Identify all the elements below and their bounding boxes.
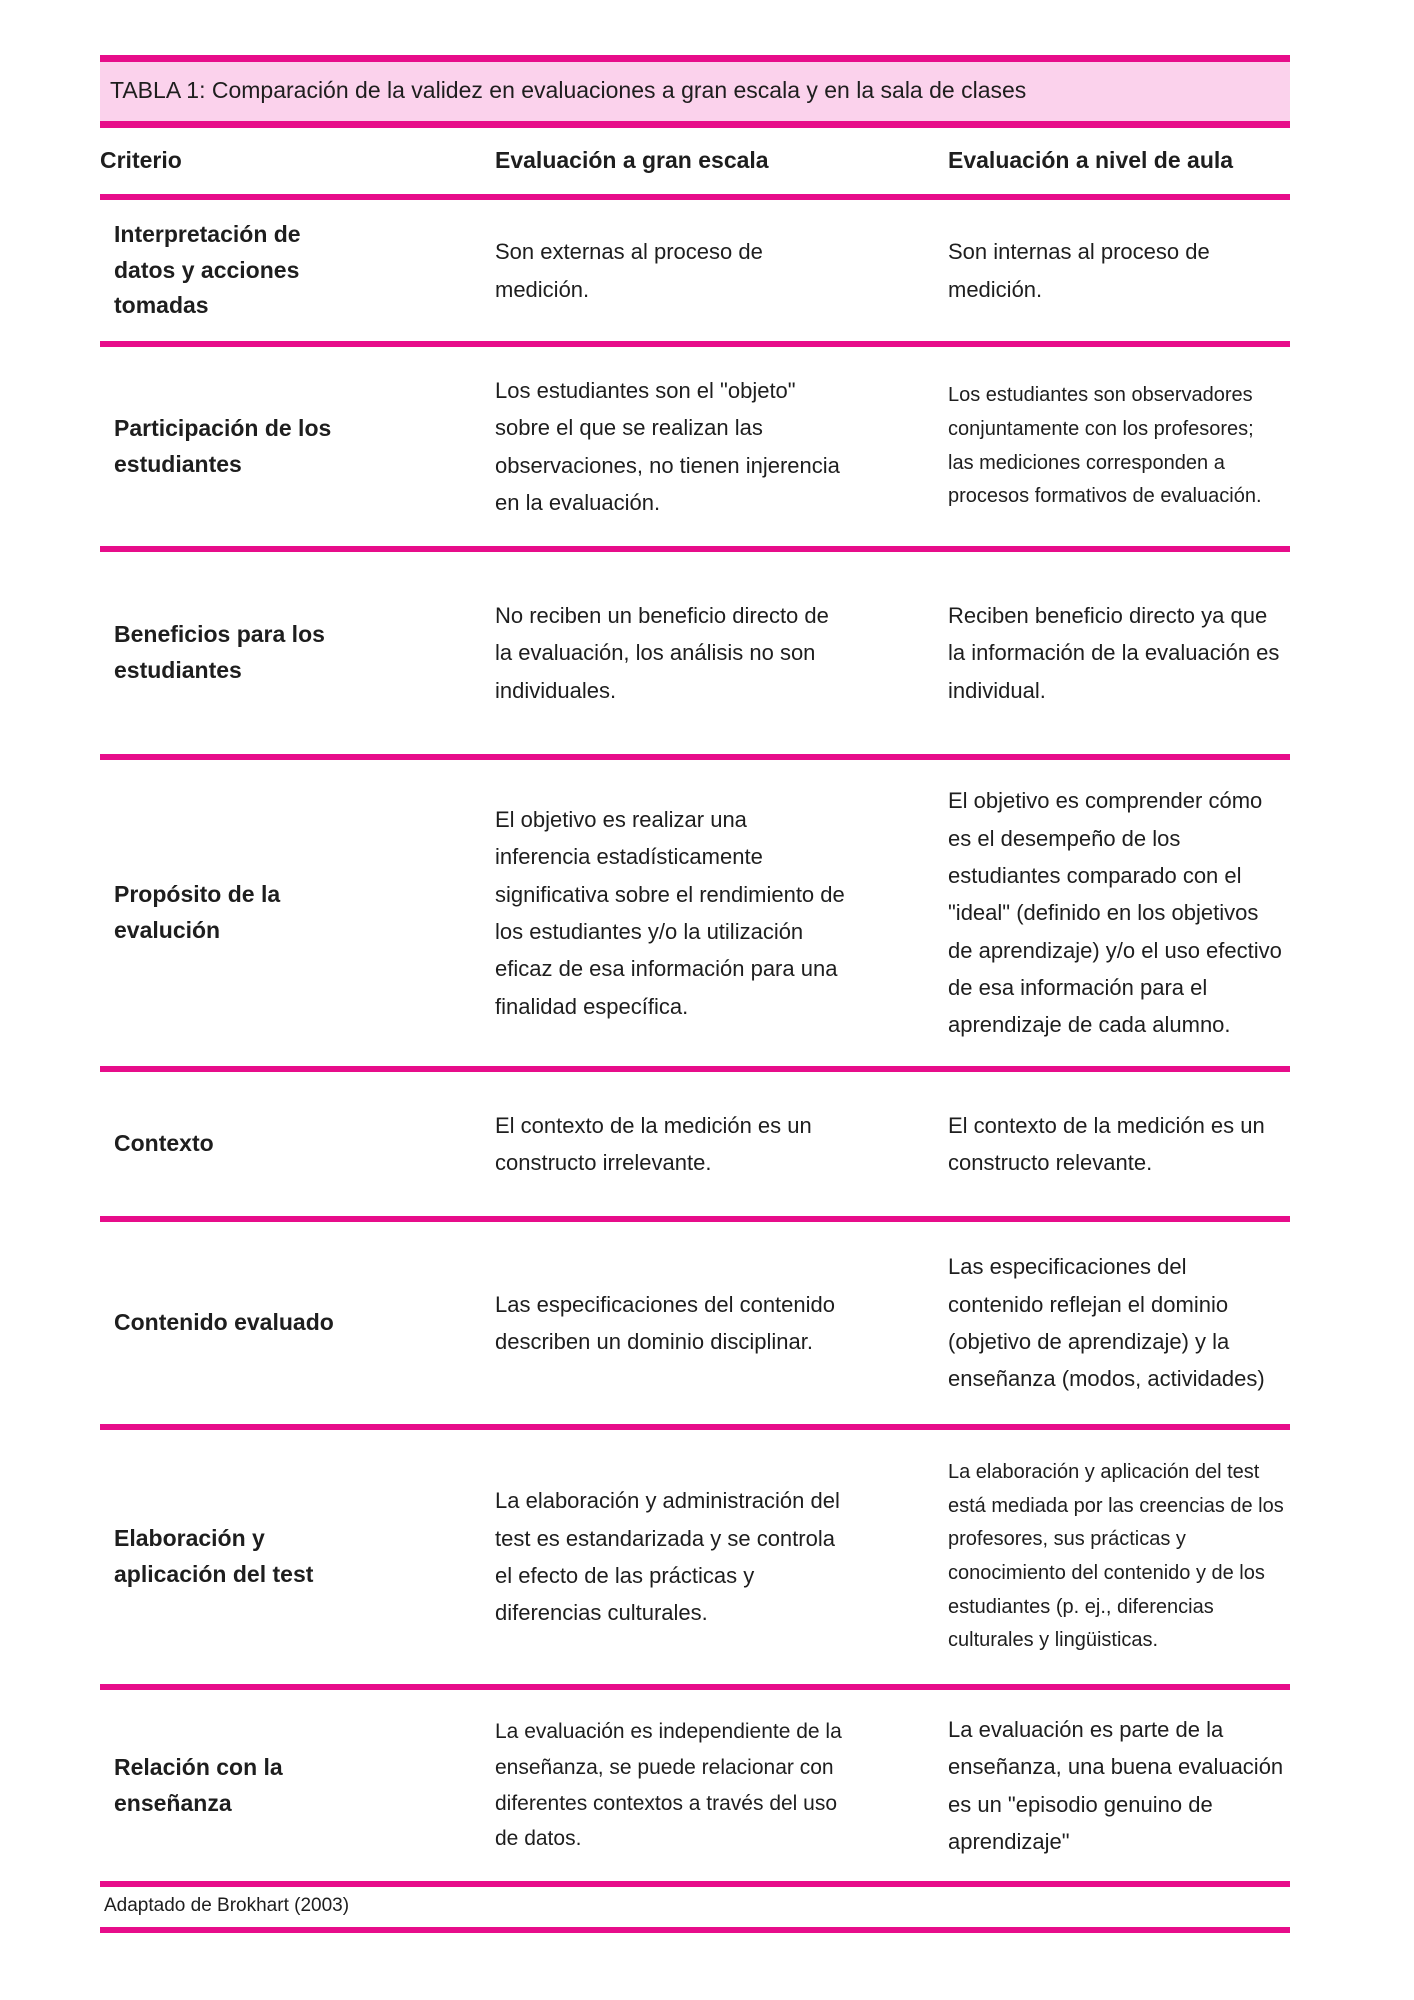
- criterion-cell: [100, 1116, 495, 1172]
- large-scale-cell: [495, 1276, 948, 1371]
- classroom-text: Son internas al proceso de medición.: [948, 239, 1210, 302]
- table-row-relacion: [100, 1690, 1290, 1887]
- table-row-contenido: [100, 1222, 1290, 1430]
- source-note: Adaptado de Brokhart (2003): [104, 1895, 350, 1916]
- large-scale-cell: [495, 223, 948, 318]
- column-header-criterio: [100, 137, 495, 185]
- large-scale-text: El contexto de la medición es un constructo irrelevante.: [495, 1112, 812, 1175]
- criterion-cell: [100, 867, 495, 958]
- large-scale-cell: [495, 362, 948, 532]
- classroom-cell: [948, 1701, 1290, 1871]
- classroom-text: Las especificaciones del contenido reflejan el dominio (objetivo de aprendizaje) y la enseñanza (modos, actividades): [948, 1254, 1265, 1392]
- table-header-row: [100, 128, 1290, 200]
- criterion-cell: [100, 401, 495, 492]
- criterion-cell: [100, 207, 495, 334]
- classroom-text: La elaboración y aplicación del test está mediada por las creencias de los profesores, sus prácticas y conocimiento del contenido y de los estudiantes (p. ej., diferencias culturales y lingüisticas.: [948, 1461, 1284, 1652]
- column-header-gran-escala-label: Evaluación a gran escala: [495, 147, 769, 174]
- criterion-label: Contenido evaluado: [114, 1309, 334, 1336]
- classroom-cell: [948, 1097, 1290, 1192]
- classroom-cell: [948, 772, 1290, 1054]
- classroom-text: La evaluación es parte de la enseñanza, una buena evaluación es un "episodio genuino de aprendizaje": [948, 1716, 1284, 1854]
- large-scale-cell: [495, 791, 948, 1035]
- large-scale-text: Las especificaciones del contenido describen un dominio disciplinar.: [495, 1291, 836, 1354]
- table-title: TABLA 1: Comparación de la validez en evaluaciones a gran escala y en la sala de clases: [110, 77, 1027, 103]
- large-scale-cell: [495, 1472, 948, 1642]
- table-row-interpretacion: [100, 200, 1290, 347]
- criterion-label: Elaboración y aplicación del test: [114, 1525, 314, 1587]
- classroom-text: Los estudiantes son observadores conjuntamente con los profesores; las mediciones corresponden a procesos formativos de evaluación.: [948, 384, 1262, 508]
- classroom-cell: [948, 369, 1290, 523]
- large-scale-cell: [495, 1097, 948, 1192]
- classroom-text: El contexto de la medición es un constructo relevante.: [948, 1112, 1265, 1175]
- large-scale-text: El objetivo es realizar una inferencia estadísticamente significativa sobre el rendimiento de los estudiantes y/o la utilización eficaz de esa información para una finalidad específica.: [495, 806, 845, 1019]
- table-title-bar: [100, 55, 1290, 128]
- classroom-cell: [948, 1238, 1290, 1408]
- criterion-cell: [100, 1740, 495, 1831]
- column-header-criterio-label: Criterio: [100, 147, 182, 174]
- criterion-cell: [100, 1295, 495, 1351]
- comparison-table: [100, 55, 1290, 1933]
- large-scale-text: La evaluación es independiente de la enseñanza, se puede relacionar con diferentes contextos a través del uso de datos.: [495, 1720, 842, 1851]
- column-header-nivel-aula-label: Evaluación a nivel de aula: [948, 147, 1234, 174]
- large-scale-cell: [495, 587, 948, 719]
- classroom-text: El objetivo es comprender cómo es el desempeño de los estudiantes comparado con el "ideal" (definido en los objetivos de aprendizaje) y/o el uso efectivo de esa información para el aprendizaje de cada alumno.: [948, 788, 1282, 1038]
- column-header-nivel-aula: [948, 135, 1290, 186]
- table-row-participacion: [100, 347, 1290, 552]
- column-header-gran-escala: [495, 135, 948, 186]
- table-row-contexto: [100, 1072, 1290, 1222]
- classroom-cell: [948, 1446, 1290, 1668]
- criterion-cell: [100, 1511, 495, 1602]
- table-row-beneficios: [100, 552, 1290, 760]
- criterion-label: Contexto: [114, 1130, 214, 1157]
- source-note-bar: [100, 1887, 1290, 1933]
- criterion-label: Interpretación de datos y acciones tomadas: [114, 221, 301, 319]
- table-row-elaboracion: [100, 1430, 1290, 1690]
- large-scale-text: Los estudiantes son el "objeto" sobre el que se realizan las observaciones, no tienen injerencia en la evaluación.: [495, 377, 840, 515]
- table-row-proposito: [100, 760, 1290, 1072]
- criterion-label: Propósito de la evalución: [114, 881, 281, 943]
- classroom-cell: [948, 587, 1290, 719]
- classroom-cell: [948, 223, 1290, 318]
- large-scale-text: Son externas al proceso de medición.: [495, 239, 763, 302]
- large-scale-text: No reciben un beneficio directo de la evaluación, los análisis no son individuales.: [495, 602, 829, 703]
- criterion-label: Relación con la enseñanza: [114, 1753, 283, 1816]
- criterion-label: Participación de los estudiantes: [114, 414, 332, 477]
- criterion-label: Beneficios para los estudiantes: [114, 621, 325, 683]
- large-scale-text: La elaboración y administración del test es estandarizada y se controla el efecto de las prácticas y diferencias culturales.: [495, 1488, 840, 1626]
- criterion-cell: [100, 607, 495, 698]
- classroom-text: Reciben beneficio directo ya que la información de la evaluación es individual.: [948, 602, 1280, 703]
- large-scale-cell: [495, 1704, 948, 1867]
